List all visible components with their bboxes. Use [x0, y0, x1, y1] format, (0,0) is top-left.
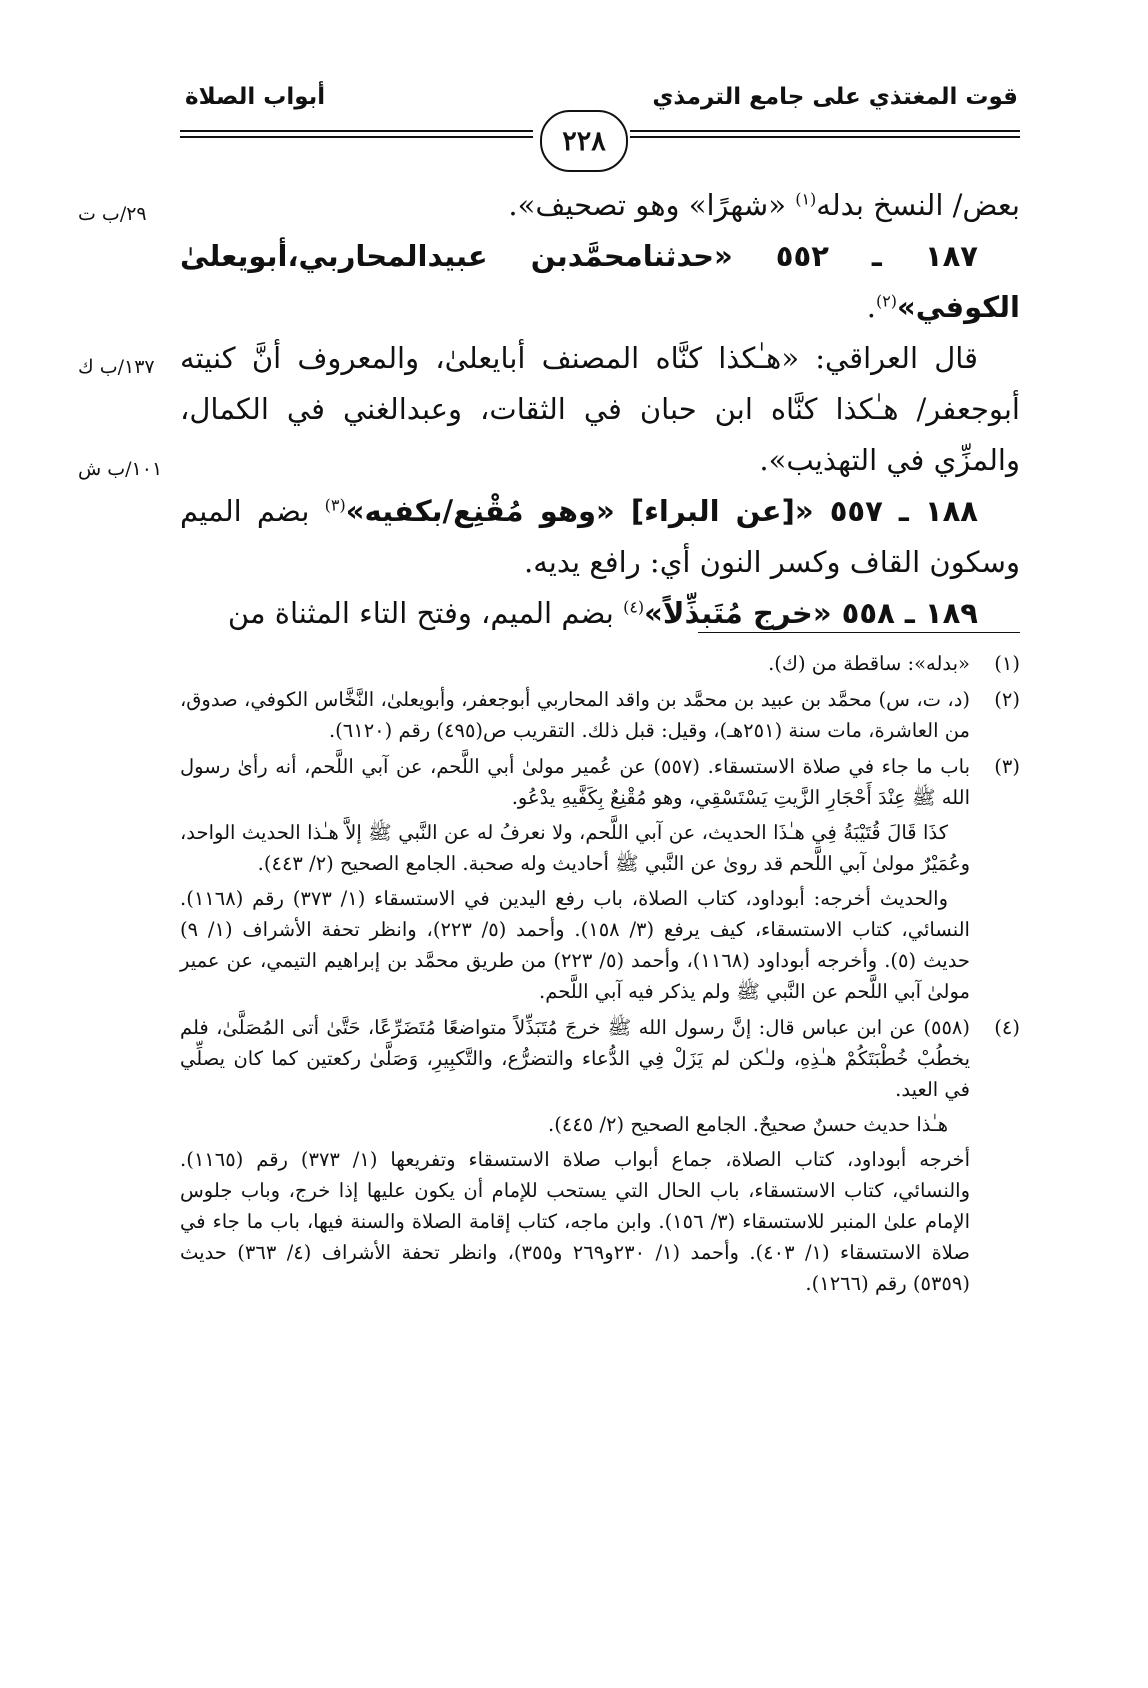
margin-note: ١٠١/ب ش	[78, 458, 163, 480]
footnotes	[180, 648, 1020, 1304]
hadith-paragraph-188: ١٨٨ ـ ٥٥٧ «[عن البراء] «وهو مُقْنِع/بكفيه»$^{(٣)}$ بضم الميم وسكون القاف وكسر النون أي: رافع يديه.	[180, 494, 1020, 579]
page-number: ٢٢٨	[540, 110, 628, 172]
header-rule-right	[630, 130, 1020, 138]
footnote-body: باب ما جاء في صلاة الاستسقاء. (٥٥٧) عن عُمير مولىٰ أبي اللَّحم، عن آبي اللَّحم، أنه رأىٰ رسول الله ﷺ عِنْدَ أَحْجَارِ الزَّيتِ يَسْتَسْقِي، وهو مُقْنِعٌ بِكَفَّيهِ يدْعُو. كذَا قَالَ قُتَيْبَةُ فِي هـٰذَا الحديث، عن آبي اللَّحم، ولا نعرفُ له عن النَّبي ﷺ إلاَّ هـٰذا الحديث الواحد، وعُمَيْرٌ مولىٰ آبي اللَّحم قد روىٰ عن النَّبي ﷺ أحاديث وله صحبة. الجامع الصحيح (٢/ ٤٤٣). والحديث أخرجه: أبوداود، كتاب الصلاة، باب رفع اليدين في الاستسقاء (١/ ٣٧٣) رقم (١١٦٨). النسائي، كتاب الاستسقاء، كيف يرفع (٣/ ١٥٨). وأحمد (٥/ ٢٢٣)، وانظر تحفة الأشراف (١/ ٩) حديث (٥). وأخرجه أبوداود (١١٦٨)، وأحمد (٥/ ٢٢٣) من طريق محمَّد بن إبراهيم التيمي، عن عمير مولىٰ آبي اللَّحم عن النَّبي ﷺ ولم يذكر فيه آبي اللَّحم.	[180, 755, 970, 1003]
margin-note: ٢٩/ب ت	[78, 203, 147, 225]
footnote-number: (٤)	[994, 1016, 1020, 1039]
footnote-separator	[698, 632, 1020, 633]
footnote-ref: (٣)	[324, 495, 346, 515]
iraqi-paragraph: قال العراقي: «هـٰكذا كنَّاه المصنف أبايعلىٰ، والمعروف أنَّ كنيته أبوجعفر/ هـٰكذا كنَّاه ابن حبان في الثقات، وعبدالغني في الكمال، والمزِّي في التهذيب».	[180, 341, 1020, 477]
footnote	[180, 648, 1020, 679]
footnote-body: (٥٥٨) عن ابن عباس قال: إنَّ رسول الله ﷺ خرجَ مُتَبَذِّلاً متواضعًا مُتَضَرِّعًا، حَتَّىٰ أتى المُصَلَّىٰ، فلم يخطُبْ خُطْبَتَكُمْ هـٰذِهِ، ولـٰكن لم يَزَلْ فِي الدُّعاء والتضرُّع، والتَّكبِيرِ، وَصَلَّىٰ ركعتين كما كان يصلِّي في العيد. هـٰذا حديث حسنٌ صحيحٌ. الجامع الصحيح (٢/ ٤٤٥). أخرجه أبوداود، كتاب الصلاة، جماع أبواب صلاة الاستسقاء وتفريعها (١/ ٣٧٣) رقم (١١٦٥). والنسائي، كتاب الاستسقاء، باب الحال التي يستحب للإمام أن يكون عليها إذا خرج، وباب جلوس الإمام علىٰ المنبر للاستسقاء (٣/ ١٥٦). وابن ماجه، كتاب إقامة الصلاة والسنة فيها، باب ما جاء في صلاة الاستسقاء (١/ ٤٠٣). وأحمد (١/ ٢٣٠و٢٦٩ و٣٥٥)، وانظر تحفة الأشراف (٤/ ٣٦٣) حديث (٥٣٥٩) رقم (١٢٦٦).	[180, 1016, 970, 1295]
footnote	[180, 684, 1020, 746]
footnote-ref: (١)	[795, 189, 817, 209]
footnote-ref: (٢)	[875, 291, 898, 311]
hadith-paragraph-187: ١٨٧ ـ ٥٥٢ «حدثنامحمَّدبن عبيدالمحاربي،أبويعلىٰ الكوفي»$^{(٢)}$.	[180, 239, 1020, 324]
hadith-paragraph-189: ١٨٩ ـ ٥٥٨ «خرج مُتَبذِّلاً»$^{(٤)}$ بضم الميم، وفتح التاء المثناة من	[227, 596, 978, 630]
footnote-body: «بدله»: ساقطة من (ك).	[768, 652, 970, 675]
chapter-title: أبواب الصلاة	[185, 84, 326, 110]
book-title: قوت المغتذي على جامع الترمذي	[652, 84, 1018, 110]
footnote	[180, 751, 1020, 1007]
header-rule-left	[180, 130, 533, 138]
main-text	[180, 180, 1020, 639]
footnote-ref: (٤)	[623, 597, 645, 617]
footnote-number: (١)	[994, 652, 1020, 675]
margin-note: ١٣٧/ب ك	[78, 356, 155, 378]
footnote-body: (د، ت، س) محمَّد بن عبيد بن محمَّد بن واقد المحاربي أبوجعفر، وأبويعلىٰ، النَّخَّاس الكوفي، صدوق، من العاشرة، مات سنة (٢٥١هـ)، وقيل: قبل ذلك. التقريب ص(٤٩٥) رقم (٦١٢٠).	[180, 688, 970, 742]
footnote	[180, 1012, 1020, 1299]
footnote-number: (٣)	[994, 755, 1020, 778]
text-line: بعض/ النسخ بدله$^{(١)}$ «شهرًا» وهو تصحيف».	[508, 188, 1020, 222]
footnote-number: (٢)	[994, 688, 1020, 711]
